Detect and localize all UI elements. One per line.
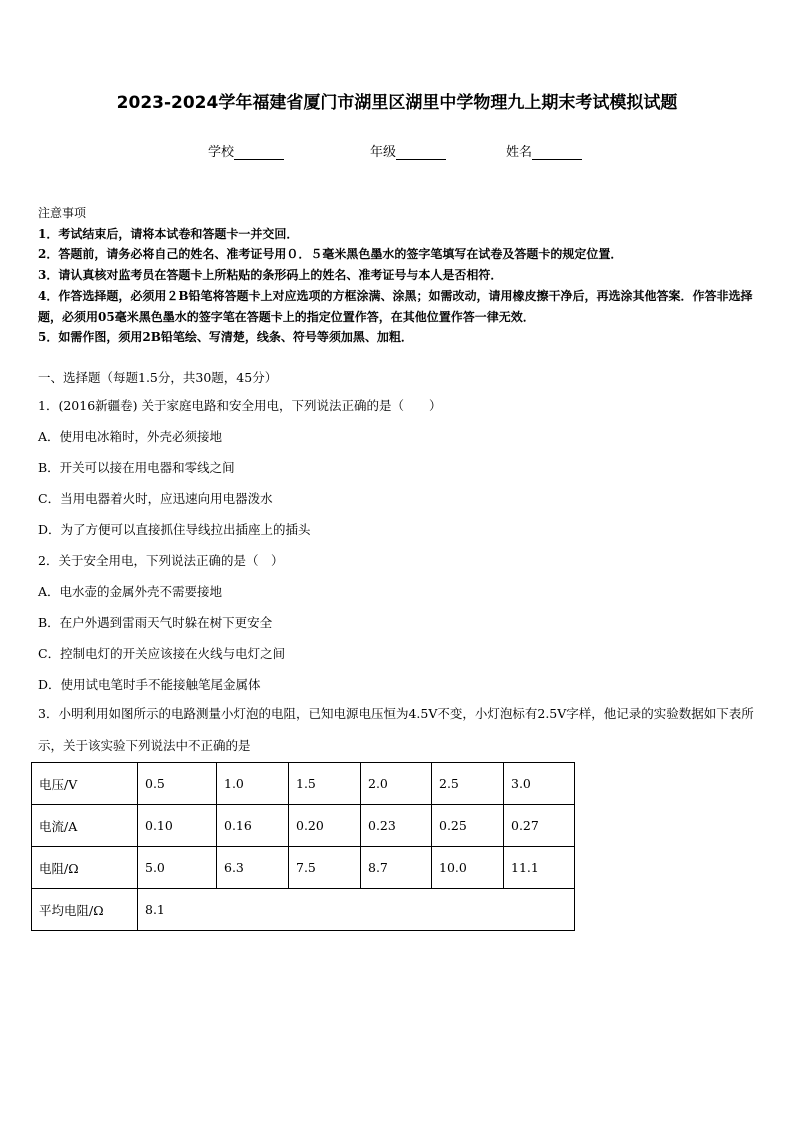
name-field [506, 141, 582, 160]
table-row [32, 847, 575, 889]
question-1-option-a: A．使用电冰箱时，外壳必须接地 [38, 429, 223, 444]
table-cell: 5.0 [138, 847, 217, 889]
notes-item: 4．作答选择题，必须用２B铅笔将答题卡上对应选项的方框涂满、涂黑；如需改动，请用橡皮擦干净后，再选涂其他答案．作答非选择题，必须用05毫米黑色墨水的签字笔在答题卡上的指定位置作答，在其他位置作答一律无效． [38, 288, 753, 324]
name-blank [532, 147, 582, 160]
grade-blank [396, 147, 446, 160]
question-3-stem: 3．小明利用如图所示的电路测量小灯泡的电阻，已知电源电压恒为4.5V不变，小灯泡标有2.5V字样，他记录的实验数据如下表所示，关于该实验下列说法中不正确的是 [38, 706, 754, 753]
table-cell: 0.5 [138, 763, 217, 805]
table-cell: 1.5 [289, 763, 361, 805]
row-label: 电阻/Ω [32, 847, 138, 889]
table-cell: 2.0 [361, 763, 432, 805]
question-1-option-b: B．开关可以接在用电器和零线之间 [38, 460, 235, 475]
grade-field [370, 141, 446, 160]
table-row [32, 889, 575, 931]
grade-label: 年级 [370, 145, 397, 160]
table-cell: 0.16 [217, 805, 289, 847]
table-row [32, 805, 575, 847]
table-cell: 0.27 [504, 805, 575, 847]
notes-heading: 注意事项 [38, 206, 87, 220]
question-2-option-c: C．控制电灯的开关应该接在火线与电灯之间 [38, 646, 286, 661]
name-label: 姓名 [506, 145, 533, 160]
question-2-option-b: B．在户外遇到雷雨天气时躲在树下更安全 [38, 615, 273, 630]
section-heading: 一、选择题（每题1.5分，共30题，45分） [38, 370, 278, 385]
table-cell: 3.0 [504, 763, 575, 805]
table-cell: 0.10 [138, 805, 217, 847]
table-cell: 1.0 [217, 763, 289, 805]
row-label: 电流/A [32, 805, 138, 847]
row-label: 平均电阻/Ω [32, 889, 138, 931]
question-2-option-d: D．使用试电笔时手不能接触笔尾金属体 [38, 677, 261, 692]
row-label: 电压/V [32, 763, 138, 805]
table-row [32, 763, 575, 805]
data-table [31, 762, 575, 931]
question-1-stem: 1．(2016新疆卷) 关于家庭电路和安全用电，下列说法正确的是（ ） [38, 398, 442, 413]
notes-item: 1．考试结束后，请将本试卷和答题卡一并交回． [38, 226, 299, 241]
table-cell: 7.5 [289, 847, 361, 889]
notes-item: 5．如需作图，须用2B铅笔绘、写清楚，线条、符号等须加黑、加粗． [38, 330, 413, 345]
school-label: 学校 [208, 145, 235, 160]
school-blank [234, 147, 284, 160]
notes-block [38, 203, 758, 348]
question-1-option-c: C．当用电器着火时，应迅速向用电器泼水 [38, 491, 273, 506]
table-cell: 0.23 [361, 805, 432, 847]
table-cell: 10.0 [432, 847, 504, 889]
table-cell: 11.1 [504, 847, 575, 889]
average-value-cell: 8.1 [138, 889, 575, 931]
question-2-option-a: A．电水壶的金属外壳不需要接地 [38, 584, 223, 599]
table-cell: 6.3 [217, 847, 289, 889]
question-1-option-d: D．为了方便可以直接抓住导线拉出插座上的插头 [38, 522, 311, 537]
notes-item: 2．答题前，请务必将自己的姓名、准考证号用０．５毫米黑色墨水的签字笔填写在试卷及答题卡的规定位置． [38, 247, 623, 262]
page-title: 2023-2024学年福建省厦门市湖里区湖里中学物理九上期末考试模拟试题 [116, 93, 678, 113]
question-2-stem: 2．关于安全用电，下列说法正确的是（ ） [38, 553, 284, 568]
table-cell: 8.7 [361, 847, 432, 889]
notes-item: 3．请认真核对监考员在答题卡上所粘贴的条形码上的姓名、准考证号与本人是否相符． [38, 268, 503, 283]
table-cell: 0.25 [432, 805, 504, 847]
table-cell: 0.20 [289, 805, 361, 847]
school-field [208, 141, 284, 160]
table-cell: 2.5 [432, 763, 504, 805]
